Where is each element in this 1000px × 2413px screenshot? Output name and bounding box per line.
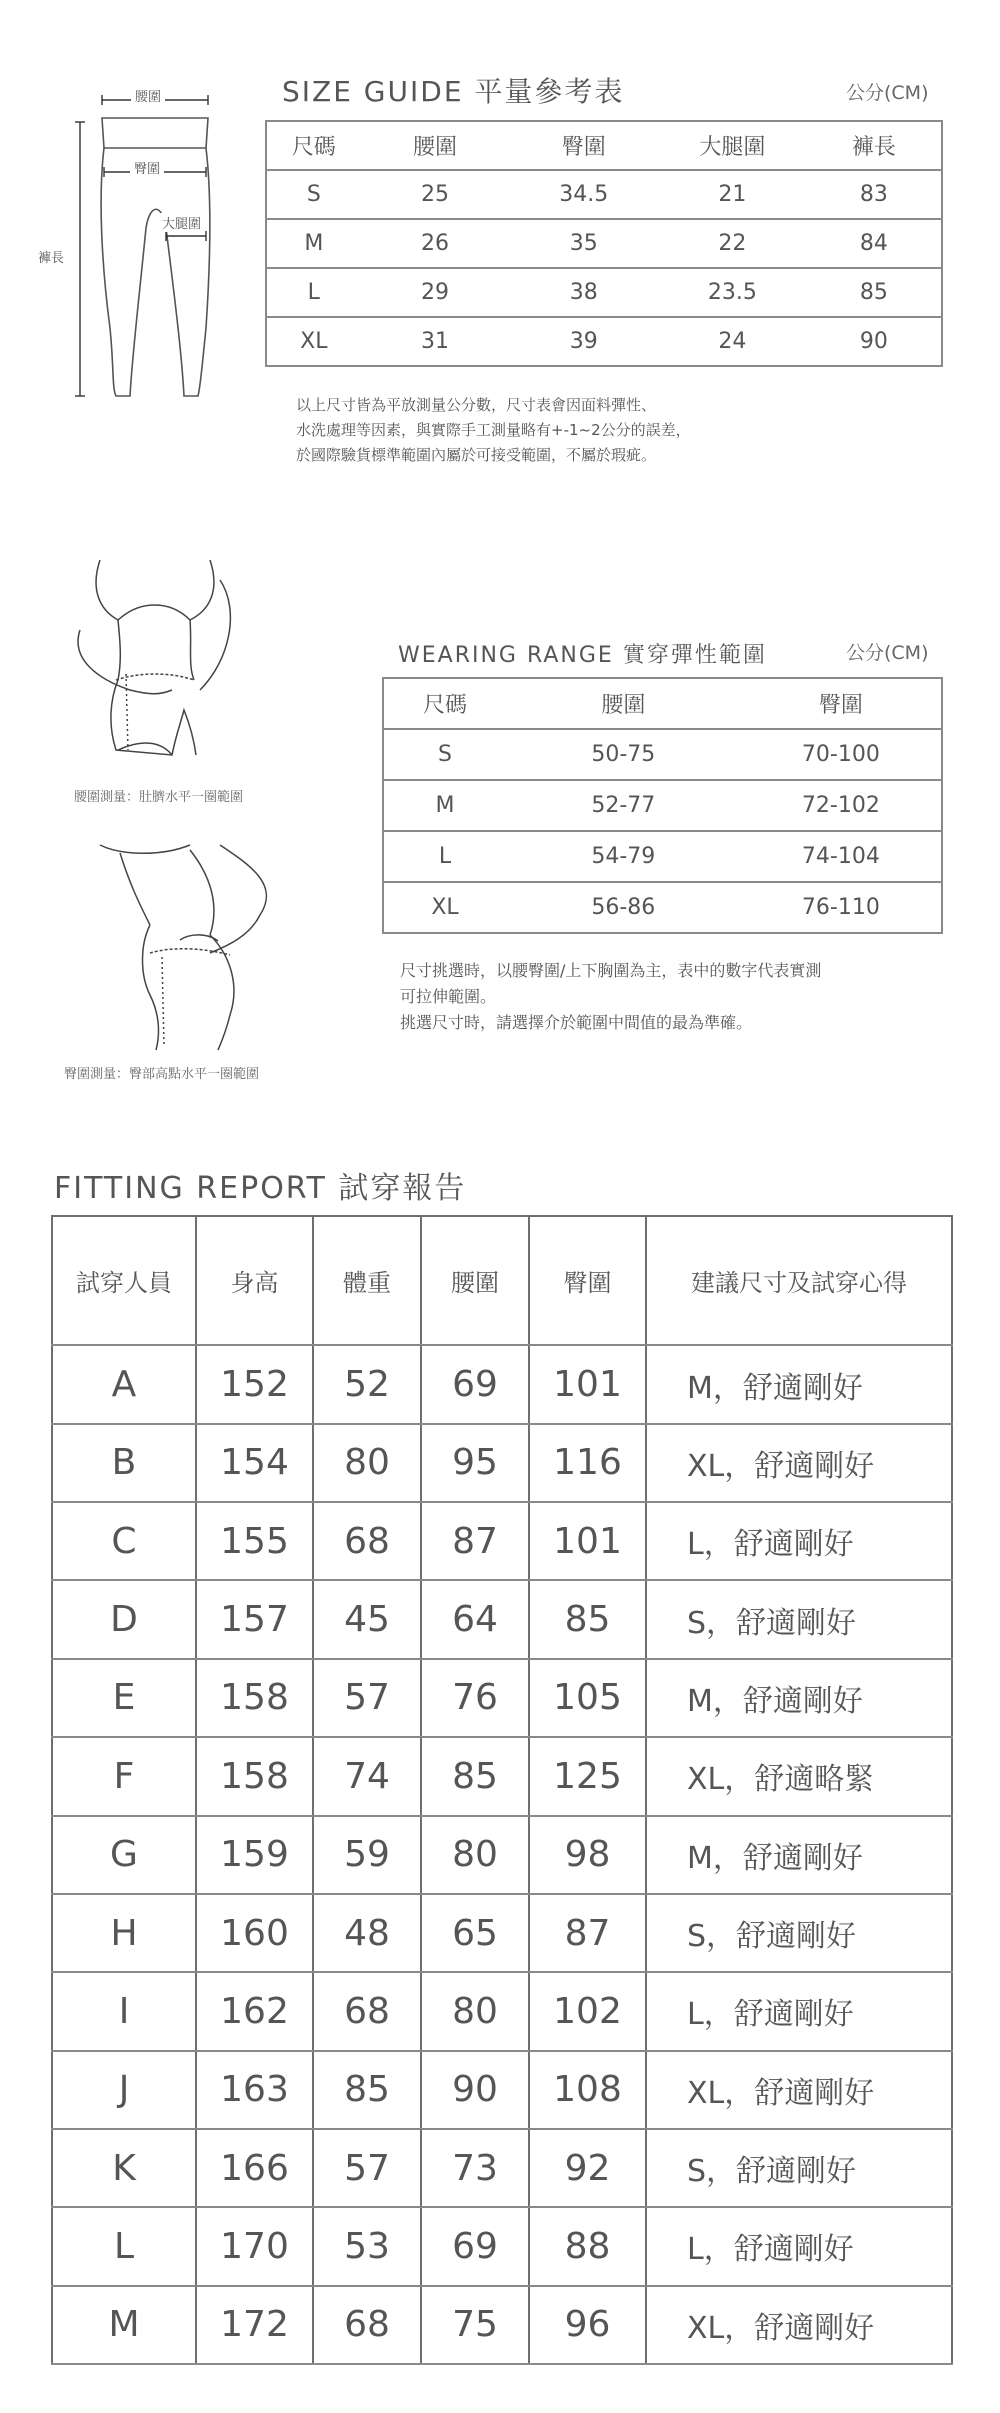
cell-tester: I xyxy=(52,1972,196,2050)
table-row xyxy=(52,1894,952,1972)
leggings-diagram xyxy=(30,78,250,408)
cell-height: 152 xyxy=(196,1345,313,1423)
cell-suggestion: S，舒適剛好 xyxy=(646,1894,952,1972)
cell: S xyxy=(266,170,361,219)
cell-weight: 45 xyxy=(313,1580,421,1658)
cell-hip: 105 xyxy=(529,1659,646,1737)
header-waist: 腰圍 xyxy=(361,121,510,170)
cell-weight: 74 xyxy=(313,1737,421,1815)
cell: 25 xyxy=(361,170,510,219)
cell: 72-102 xyxy=(741,780,942,831)
cell-suggestion: L，舒適剛好 xyxy=(646,2207,952,2285)
cell: 26 xyxy=(361,219,510,268)
cell-weight: 52 xyxy=(313,1345,421,1423)
header-hip: 臀圍 xyxy=(741,678,942,729)
table-row xyxy=(266,170,942,219)
cell-height: 170 xyxy=(196,2207,313,2285)
table-row xyxy=(52,1502,952,1580)
header-hip: 臀圍 xyxy=(509,121,658,170)
header-tester: 試穿人員 xyxy=(52,1216,196,1345)
table-row xyxy=(52,1659,952,1737)
cell-waist: 85 xyxy=(421,1737,529,1815)
cell-suggestion: S，舒適剛好 xyxy=(646,2129,952,2207)
diagram-label-thigh: 大腿圍 xyxy=(160,213,203,232)
cell-waist: 75 xyxy=(421,2286,529,2364)
cell-suggestion: M，舒適剛好 xyxy=(646,1659,952,1737)
cell-height: 159 xyxy=(196,1816,313,1894)
table-header-row xyxy=(52,1216,952,1345)
waist-measure-caption: 腰圍測量：肚臍水平一圈範圍 xyxy=(74,790,244,805)
cell-waist: 87 xyxy=(421,1502,529,1580)
cell-hip: 96 xyxy=(529,2286,646,2364)
table-row xyxy=(52,1580,952,1658)
cell-tester: L xyxy=(52,2207,196,2285)
cell-suggestion: L，舒適剛好 xyxy=(646,1972,952,2050)
cell: 22 xyxy=(658,219,807,268)
cell-suggestion: S，舒適剛好 xyxy=(646,1580,952,1658)
cell: 54-79 xyxy=(506,831,741,882)
cell-tester: K xyxy=(52,2129,196,2207)
cell-suggestion: XL，舒適剛好 xyxy=(646,2051,952,2129)
cell: M xyxy=(266,219,361,268)
table-header-row xyxy=(266,121,942,170)
wearing-range-table xyxy=(382,677,943,934)
size-guide-table xyxy=(265,120,943,367)
diagram-label-hip: 臀圍 xyxy=(130,158,164,177)
cell: 50-75 xyxy=(506,729,741,780)
cell: 52-77 xyxy=(506,780,741,831)
cell-height: 162 xyxy=(196,1972,313,2050)
note-line: 水洗處理等因素，與實際手工測量略有+-1~2公分的誤差， xyxy=(296,421,691,439)
note-line: 可拉伸範圍。 xyxy=(400,987,497,1006)
cell: 56-86 xyxy=(506,882,741,933)
table-row xyxy=(266,268,942,317)
cell: 29 xyxy=(361,268,510,317)
cell: XL xyxy=(266,317,361,366)
cell: L xyxy=(266,268,361,317)
wearing-range-title: WEARING RANGE 實穿彈性範圍 xyxy=(398,643,767,668)
size-guide-title: SIZE GUIDE 平量參考表 xyxy=(282,75,625,108)
cell-height: 158 xyxy=(196,1737,313,1815)
cell-waist: 80 xyxy=(421,1972,529,2050)
cell-height: 158 xyxy=(196,1659,313,1737)
cell-weight: 68 xyxy=(313,2286,421,2364)
cell-waist: 64 xyxy=(421,1580,529,1658)
cell-height: 166 xyxy=(196,2129,313,2207)
cell: 74-104 xyxy=(741,831,942,882)
header-weight: 體重 xyxy=(313,1216,421,1345)
size-guide-unit: 公分(CM) xyxy=(846,82,929,104)
cell: 23.5 xyxy=(658,268,807,317)
header-waist: 腰圍 xyxy=(421,1216,529,1345)
hip-measure-illustration xyxy=(80,835,300,1055)
cell-weight: 80 xyxy=(313,1424,421,1502)
header-size: 尺碼 xyxy=(266,121,361,170)
cell-hip: 87 xyxy=(529,1894,646,1972)
table-row xyxy=(52,1737,952,1815)
table-row xyxy=(52,1345,952,1423)
cell-tester: F xyxy=(52,1737,196,1815)
cell-suggestion: XL，舒適剛好 xyxy=(646,1424,952,1502)
cell-tester: B xyxy=(52,1424,196,1502)
note-line: 挑選尺寸時，請選擇介於範圍中間值的最為準確。 xyxy=(400,1013,753,1032)
cell: 34.5 xyxy=(509,170,658,219)
cell: L xyxy=(383,831,506,882)
cell-height: 172 xyxy=(196,2286,313,2364)
cell-tester: G xyxy=(52,1816,196,1894)
cell-height: 157 xyxy=(196,1580,313,1658)
cell-weight: 68 xyxy=(313,1502,421,1580)
cell: 24 xyxy=(658,317,807,366)
table-row xyxy=(383,882,942,933)
cell-waist: 90 xyxy=(421,2051,529,2129)
cell: 70-100 xyxy=(741,729,942,780)
cell-weight: 57 xyxy=(313,1659,421,1737)
cell-weight: 48 xyxy=(313,1894,421,1972)
header-thigh: 大腿圍 xyxy=(658,121,807,170)
cell-waist: 76 xyxy=(421,1659,529,1737)
table-row xyxy=(52,2051,952,2129)
cell: XL xyxy=(383,882,506,933)
cell: 90 xyxy=(807,317,942,366)
cell-hip: 101 xyxy=(529,1502,646,1580)
header-suggestion: 建議尺寸及試穿心得 xyxy=(646,1216,952,1345)
cell-hip: 92 xyxy=(529,2129,646,2207)
note-line: 於國際驗貨標準範圍內屬於可接受範圍，不屬於瑕疵。 xyxy=(296,446,657,464)
cell: 85 xyxy=(807,268,942,317)
cell: 31 xyxy=(361,317,510,366)
cell: S xyxy=(383,729,506,780)
cell-height: 163 xyxy=(196,2051,313,2129)
cell-hip: 98 xyxy=(529,1816,646,1894)
cell-weight: 68 xyxy=(313,1972,421,2050)
cell-height: 155 xyxy=(196,1502,313,1580)
cell-waist: 80 xyxy=(421,1816,529,1894)
cell-hip: 116 xyxy=(529,1424,646,1502)
cell-height: 160 xyxy=(196,1894,313,1972)
cell: 21 xyxy=(658,170,807,219)
cell-suggestion: L，舒適剛好 xyxy=(646,1502,952,1580)
table-row xyxy=(383,780,942,831)
cell-tester: E xyxy=(52,1659,196,1737)
cell-waist: 69 xyxy=(421,2207,529,2285)
table-row xyxy=(266,317,942,366)
cell-hip: 125 xyxy=(529,1737,646,1815)
diagram-label-waist: 腰圍 xyxy=(131,86,165,105)
table-row xyxy=(383,831,942,882)
cell-suggestion: M，舒適剛好 xyxy=(646,1345,952,1423)
cell: 35 xyxy=(509,219,658,268)
header-waist: 腰圍 xyxy=(506,678,741,729)
cell-hip: 88 xyxy=(529,2207,646,2285)
cell-tester: H xyxy=(52,1894,196,1972)
wearing-range-notes xyxy=(400,958,821,1036)
cell-weight: 57 xyxy=(313,2129,421,2207)
table-header-row xyxy=(383,678,942,729)
cell-waist: 69 xyxy=(421,1345,529,1423)
header-hip: 臀圍 xyxy=(529,1216,646,1345)
note-line: 以上尺寸皆為平放測量公分數，尺寸表會因面料彈性、 xyxy=(296,396,657,414)
cell-weight: 59 xyxy=(313,1816,421,1894)
diagram-label-length: 褲長 xyxy=(38,251,65,266)
cell-tester: D xyxy=(52,1580,196,1658)
cell-waist: 95 xyxy=(421,1424,529,1502)
cell-weight: 53 xyxy=(313,2207,421,2285)
table-row xyxy=(52,1816,952,1894)
cell-hip: 101 xyxy=(529,1345,646,1423)
cell-suggestion: XL，舒適剛好 xyxy=(646,2286,952,2364)
note-line: 尺寸挑選時，以腰臀圍/上下胸圍為主，表中的數字代表實測 xyxy=(400,961,822,980)
cell-hip: 85 xyxy=(529,1580,646,1658)
table-row xyxy=(52,2286,952,2364)
cell: 38 xyxy=(509,268,658,317)
waist-measure-illustration xyxy=(60,550,280,780)
table-row xyxy=(52,1424,952,1502)
size-guide-notes xyxy=(296,393,691,468)
cell-height: 154 xyxy=(196,1424,313,1502)
header-length: 褲長 xyxy=(807,121,942,170)
fitting-report-table xyxy=(51,1215,953,2365)
table-row xyxy=(266,219,942,268)
cell-waist: 73 xyxy=(421,2129,529,2207)
cell-tester: A xyxy=(52,1345,196,1423)
table-row xyxy=(383,729,942,780)
cell-waist: 65 xyxy=(421,1894,529,1972)
table-row xyxy=(52,2129,952,2207)
header-size: 尺碼 xyxy=(383,678,506,729)
hip-measure-caption: 臀圍測量：臀部高點水平一圈範圍 xyxy=(64,1067,260,1082)
cell-tester: M xyxy=(52,2286,196,2364)
cell-suggestion: M，舒適剛好 xyxy=(646,1816,952,1894)
table-row xyxy=(52,1972,952,2050)
table-row xyxy=(52,2207,952,2285)
cell: 39 xyxy=(509,317,658,366)
cell: 83 xyxy=(807,170,942,219)
cell-suggestion: XL，舒適略緊 xyxy=(646,1737,952,1815)
cell: 84 xyxy=(807,219,942,268)
cell: M xyxy=(383,780,506,831)
cell-tester: J xyxy=(52,2051,196,2129)
cell: 76-110 xyxy=(741,882,942,933)
wearing-range-unit: 公分(CM) xyxy=(846,642,929,664)
cell-tester: C xyxy=(52,1502,196,1580)
cell-hip: 108 xyxy=(529,2051,646,2129)
header-height: 身高 xyxy=(196,1216,313,1345)
cell-weight: 85 xyxy=(313,2051,421,2129)
cell-hip: 102 xyxy=(529,1972,646,2050)
fitting-report-title: FITTING REPORT 試穿報告 xyxy=(54,1171,467,1206)
